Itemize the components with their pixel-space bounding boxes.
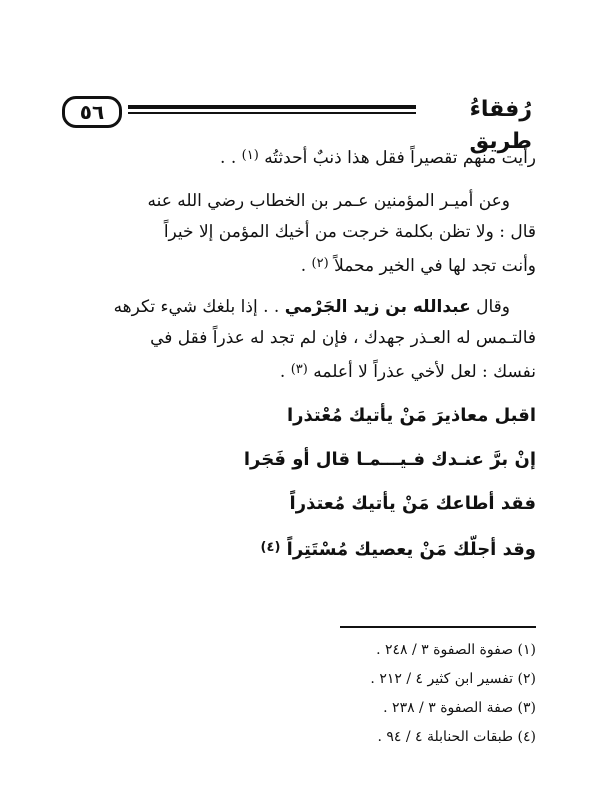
text-line: قال : ولا تظن بكلمة خرجت من أخيك المؤمن إلا خيراً: [163, 222, 536, 242]
footnote-item: (١) صفوة الصفوة ٣ / ٢٤٨ .: [376, 642, 536, 658]
footnote-ref-2: (٢): [311, 256, 329, 271]
footnote-ref-1: (١): [241, 148, 259, 163]
poetry-block: [64, 394, 536, 572]
paragraph-2: [64, 186, 536, 282]
header-rule-thin: [128, 112, 416, 114]
header-rule-thick: [128, 105, 416, 109]
text-segment: .: [279, 362, 286, 382]
footnote-item: (٢) تفسير ابن كثير ٤ / ٢١٢ .: [370, 671, 536, 687]
paragraph-1: [64, 140, 536, 174]
text-line: [64, 140, 536, 174]
text-segment: وقد أجلّك مَنْ يعصيك مُسْتَتِراً: [286, 539, 536, 560]
text-segment: نفسك : لعل لأخي عذراً لا أعلمه: [313, 362, 536, 382]
text-segment: وقال: [476, 297, 510, 317]
text-line: فالتـمس له العـذر جهدك ، فإن لم تجد له عذراً فقل في: [150, 328, 536, 348]
text-line: [64, 292, 536, 323]
page-number: ٥٦: [62, 96, 122, 128]
text-segment: . . إذا بلغك شيء تكرهه: [113, 297, 280, 317]
text-line: [64, 354, 536, 388]
paragraph-3: [64, 292, 536, 388]
quoted-person-name: عبدالله بن زيد الجَرْمي: [284, 297, 471, 317]
text-segment: . .: [220, 148, 237, 168]
footnote-ref-4: (٤): [260, 540, 281, 555]
running-header: [62, 94, 532, 154]
verse-line: فقد أطاعك مَنْ يأتيك مُعتذراً: [289, 493, 536, 514]
footnote-separator: [340, 626, 536, 628]
verse-line: إنْ برَّ عنـدك فـيـــمـا قال أو فَجَرا: [243, 449, 536, 470]
footnote-ref-3: (٣): [290, 362, 308, 377]
footnote-item: (٣) صفة الصفوة ٣ / ٢٣٨ .: [383, 700, 536, 716]
main-text: [64, 140, 536, 572]
text-segment: وأنت تجد لها في الخير محملاً: [334, 256, 536, 276]
footnote-item: (٤) طبقات الحنابلة ٤ / ٩٤ .: [377, 729, 536, 745]
text-segment: .: [300, 256, 307, 276]
text-segment: رأيت منهم تقصيراً فقل هذا ذنبٌ أحدثتُه: [264, 148, 536, 168]
footnotes: [64, 636, 536, 752]
book-title: رُفقاءُ طريق: [469, 97, 532, 154]
verse-line: [64, 526, 536, 572]
text-line: [64, 248, 536, 282]
text-line: وعن أميـر المؤمنين عـمر بن الخطاب رضي الله عنه: [147, 191, 510, 211]
verse-line: اقبل معاذيرَ مَنْ يأتيك مُعْتذرا: [286, 405, 536, 426]
header-rule: [128, 105, 416, 115]
